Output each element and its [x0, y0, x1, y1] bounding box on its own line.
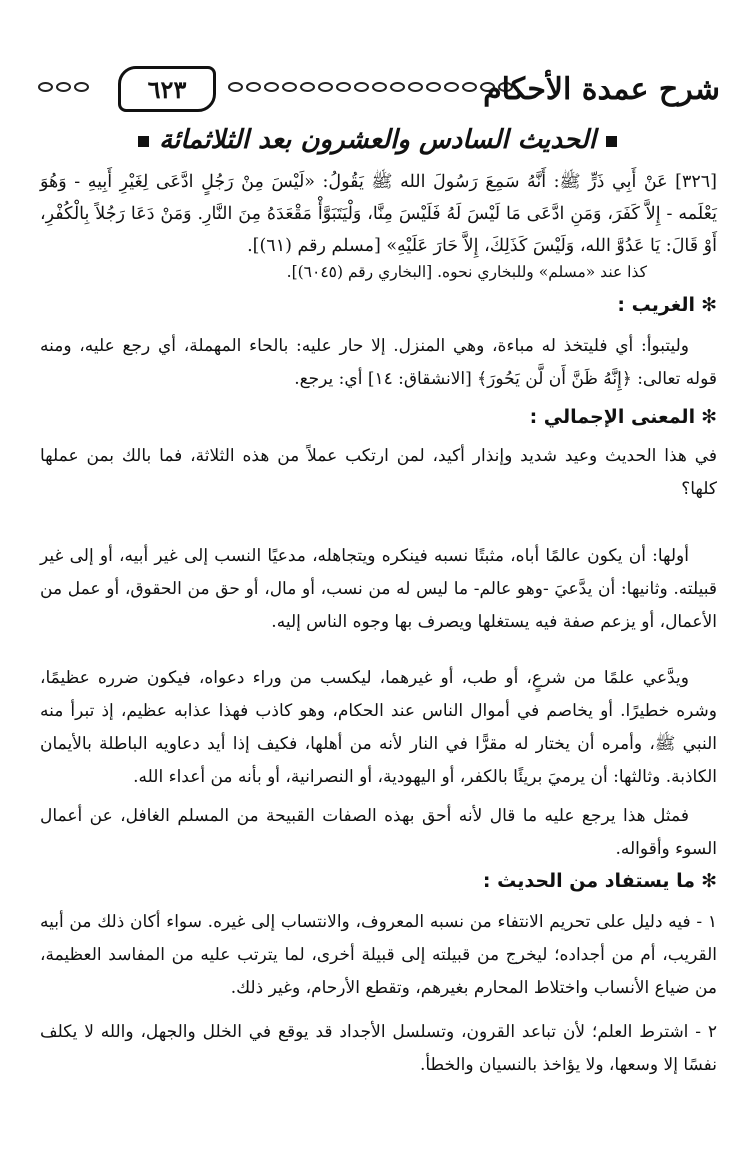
- hadith-text: [٣٢٦] عَنْ أَبِي ذَرٍّ ﷺ: أَنَّهُ سَمِعَ رَسُولَ الله ﷺ يَقُولُ: «لَيْسَ مِنْ رَجُلٍ ادَّعَى لِغَيْرِ أَبِيهِ - وَهُوَ يَعْلَمه - إِلاَّ كَفَرَ، وَمَنِ ادَّعَى مَا لَيْسَ لَهُ فَلَيْسَ مِنَّا، وَلْيَتَبَوَّأْ مَقْعَدَهُ مِنَ النَّارِ. وَمَنْ دَعَا رَجُلاً بِالْكُفْرِ، أَوْ قَالَ: يَا عَدُوَّ الله، وَلَيْسَ كَذَلِكَ، إِلاَّ حَارَ عَلَيْهِ» [مسلم رقم (٦١)].: [40, 172, 717, 256]
- ijmali-paragraph-2: أولها: أن يكون عالمًا أباه، مثبتًا نسبه فينكره ويتجاهله، مدعيًا النسب إلى غير أبيه، أو إلى غير قبيلته. وثانيها: أن يدَّعيَ -وهو عالم- ما ليس له من نسب، أو مال، أو حق من الحقوق، أو عمل من الأعمال، أو يزعم صفة فيه يستغلها ويصرف بها وجوه الناس إليه.: [40, 546, 717, 632]
- asterisk-icon: ✻: [701, 406, 717, 428]
- section-heading-text: ما يستفاد من الحديث :: [482, 870, 696, 892]
- asterisk-icon: ✻: [701, 870, 717, 892]
- benefit-item-2: ٢ - اشترط العلم؛ لأن تباعد القرون، وتسلسل الأجداد قد يوقع في الخلل والجهل، والله لا يكلف نفسًا إلا وسعها، ولا يؤاخذ بالنسيان والخطأ.: [40, 1022, 717, 1075]
- square-bullet-icon: [606, 136, 617, 147]
- gharib-paragraph: وليتبوأ: أي فليتخذ له مباءة، وهي المنزل. إلا حار عليه: بالحاء المهملة، أي رجع عليه، ومنه قوله تعالى: ﴿إِنَّهُ ظَنَّ أَن لَّن يَحُورَ﴾ [الانشقاق: ١٤] أي: يرجع.: [40, 336, 717, 389]
- benefit-item-1: ١ - فيه دليل على تحريم الانتفاء من نسبه المعروف، والانتساب إلى غيره. سواء أكان ذلك من أبيه القريب، أم من أجداده؛ ليخرج من قبيلته إلى قبيلة أخرى، لما يترتب عليه من المفاسد العظيمة، من ضياع الأنساب واختلاط المحارم بغيرهم، وتقطع الأرحام، وغير ذلك.: [40, 912, 717, 998]
- ijmali-paragraph-4: فمثل هذا يرجع عليه ما قال لأنه أحق بهذه الصفات القبيحة من المسلم الغافل، عن أعمال السوء وأقواله.: [40, 806, 717, 859]
- chapter-title-text: الحديث السادس والعشرون بعد الثلاثمائة: [159, 125, 596, 155]
- section-heading-text: المعنى الإجمالي :: [529, 406, 696, 428]
- asterisk-icon: ✻: [701, 294, 717, 316]
- hadith-note: كذا عند «مسلم» وللبخاري نحوه. [البخاري رقم (٦٠٤٥)].: [286, 263, 647, 281]
- section-heading-text: الغريب :: [617, 294, 696, 316]
- page-header: [38, 60, 720, 122]
- header-ornament-middle: [228, 82, 513, 96]
- square-bullet-icon: [138, 136, 149, 147]
- ijmali-paragraph-3: ويدَّعي علمًا من شرعٍ، أو طب، أو غيرهما، ليكسب من وراء دعواه، فيكون ضرره عظيمًا، وشره خطيرًا. أو يخاصم في أموال الناس عند الحكام، وهو كاذب فهذا عذابه عظيم، إذ تبرأ منه النبي ﷺ، وأمره أن يختار له مقرًّا في النار لأنه من أهلها، فكيف إذا أيد دعاويه الباطلة بالأيمان الكاذبة. وثالثها: أن يرميَ بريئًا بالكفر، أو اليهودية، أو النصرانية، أو بأنه من أعداء الله.: [40, 668, 717, 787]
- page-number: ٦٢٣: [118, 66, 216, 112]
- chapter-title: [90, 125, 665, 155]
- section-heading-ijmali: [530, 406, 717, 428]
- section-heading-mustafad: [483, 870, 717, 892]
- ijmali-paragraph-1: في هذا الحديث وعيد شديد وإنذار أكيد، لمن ارتكب عملاً من هذه الثلاثة، فما بالك بمن عملها كلها؟: [40, 446, 717, 499]
- header-ornament-left: [38, 82, 89, 96]
- book-title: شرح عمدة الأحكام: [483, 72, 720, 107]
- section-heading-gharib: [617, 294, 717, 316]
